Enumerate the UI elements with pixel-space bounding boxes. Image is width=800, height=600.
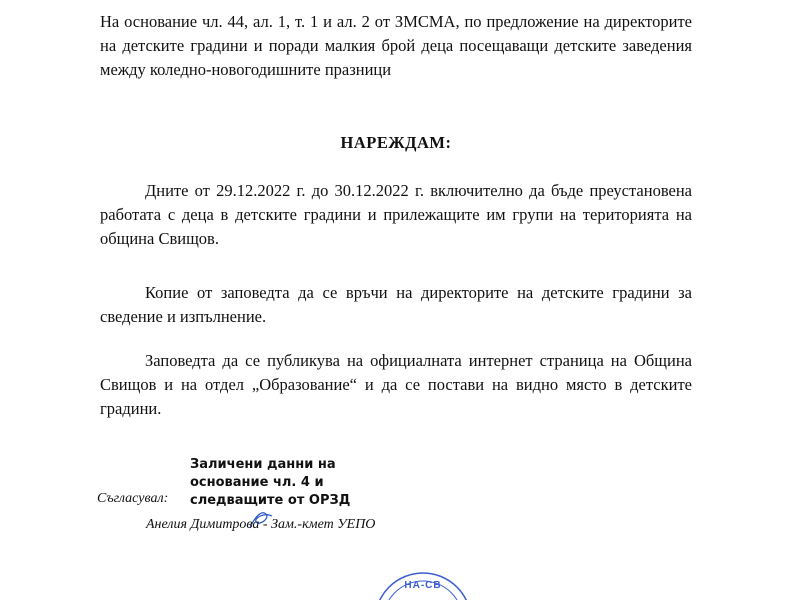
intro-paragraph: На основание чл. 44, ал. 1, т. 1 и ал. 2 от ЗМСМА, по предложение на директорите на детските градини и поради малкия брой деца посещаващи детските заведения между коледно-новогодишните празници [100,12,692,79]
order-heading: НАРЕЖДАМ: [340,133,452,152]
order-paragraph-2: Копие от заповедта да се връчи на директорите на детските градини за сведение и изпълнение. [100,283,692,326]
redaction-line-3: следващите от ОРЗД [190,493,351,508]
redaction-line-1: Заличени данни на [190,457,336,472]
redaction-line-2: основание чл. 4 и [190,475,324,490]
order-paragraph-3: Заповедта да се публикува на официалната интернет страница на Община Свищов и на отдел „Образование“ и да се постави на видно място в детските градини. [100,351,692,418]
signer-name: Анелия Димитрова - Зам.-кмет УЕПО [146,517,376,532]
order-paragraph-1: Дните от 29.12.2022 г. до 30.12.2022 г. включително да бъде преустановена работата с деца в детските градини и прилежащите им групи на територията на община Свищов. [100,181,692,248]
agreed-label: Съгласувал: [97,491,169,506]
stamp-text: НА-СВ [404,580,442,591]
official-stamp [368,566,478,600]
